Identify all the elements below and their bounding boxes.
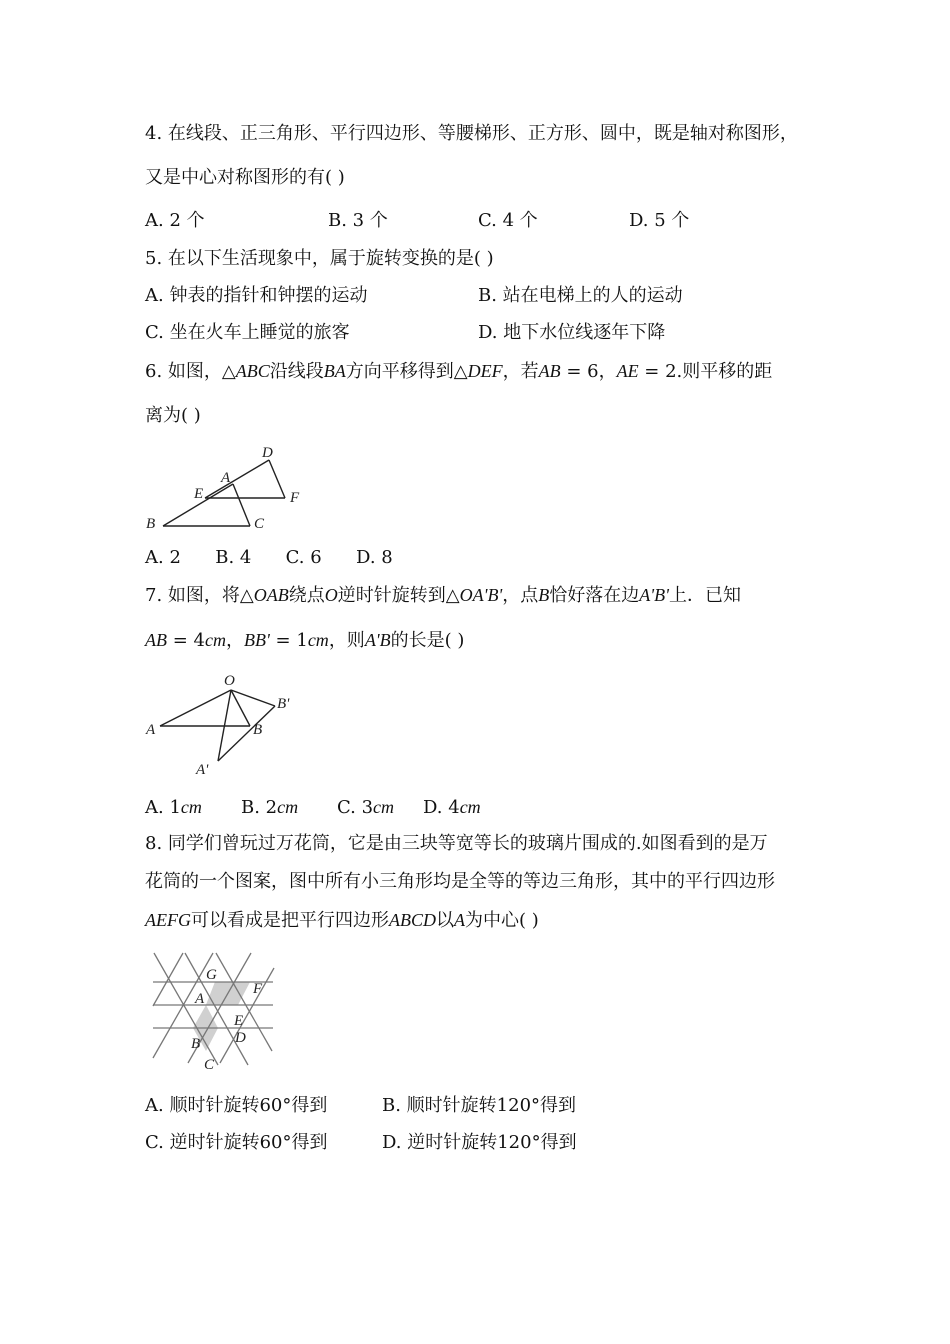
q6-label-d: D — [262, 445, 273, 461]
q7-text: 上．已知 — [669, 585, 741, 606]
q7-math-oab: OAB — [253, 585, 289, 605]
q8-stem-line3 — [145, 908, 539, 933]
q6-stem-line1 — [145, 359, 772, 384]
q6-label-a: A — [221, 470, 231, 486]
q8-label-c: C — [204, 1057, 215, 1073]
q5-option-b: B. 站在电梯上的人的运动 — [478, 285, 683, 306]
q6-math-ab: AB — [538, 361, 561, 381]
q4-option-c: C. 4 个 — [478, 210, 538, 231]
q6-text: ，若 — [502, 361, 539, 382]
q7-figure — [140, 668, 310, 783]
q8-label-e: E — [234, 1013, 244, 1029]
q6-text: 沿线段 — [269, 361, 324, 382]
q5-option-c: C. 坐在火车上睡觉的旅客 — [145, 322, 350, 343]
q7-math-oab-prime: OA'B' — [459, 585, 503, 605]
q8-label-a: A — [195, 991, 205, 1007]
q5-stem: 5. 在以下生活现象中，属于旋转变换的是( ) — [145, 248, 494, 269]
q7-text: = 1 — [269, 630, 308, 651]
q7-stem-line1 — [145, 583, 741, 608]
q7-label-a: A — [146, 722, 156, 738]
q6-text: = 2.则平移的距 — [638, 361, 773, 382]
q7-math-bb: BB' — [243, 630, 270, 650]
q8-text: 以 — [435, 910, 454, 931]
q7-option-d — [423, 795, 481, 820]
q6-text: = 6， — [560, 361, 617, 382]
q6-math-abc: ABC — [235, 361, 270, 381]
q6-stem-line2: 离为( ) — [145, 405, 201, 426]
q8-label-d: D — [235, 1030, 246, 1046]
q7-option-c-value: C. 3 — [337, 797, 374, 818]
q4-option-b: B. 3 个 — [328, 210, 388, 231]
q8-stem-line1: 8. 同学们曾玩过万花筒，它是由三块等宽等长的玻璃片围成的.如图看到的是万 — [145, 833, 768, 854]
q7-text: 7. 如图，将△ — [145, 585, 254, 606]
q7-text: = 4 — [167, 630, 205, 651]
q7-text: 恰好落在边 — [549, 585, 640, 606]
q6-figure — [140, 440, 320, 540]
q5-option-d: D. 地下水位线逐年下降 — [478, 322, 666, 343]
q7-option-unit: cm — [459, 797, 481, 817]
q4-stem-line2: 又是中心对称图形的有( ) — [145, 167, 345, 188]
q7-math-o: O — [324, 585, 338, 605]
q6-label-c: C — [254, 516, 265, 532]
q7-label-o: O — [224, 673, 235, 689]
q6-options: A. 2 B. 4 C. 6 D. 8 — [145, 547, 393, 568]
q4-option-a: A. 2 个 — [145, 210, 205, 231]
q7-option-a-value: A. 1 — [145, 797, 181, 818]
q7-text: ，点 — [502, 585, 539, 606]
q8-option-a: A. 顺时针旋转60°得到 — [145, 1095, 328, 1116]
q7-text: ，则 — [328, 630, 365, 651]
q7-option-unit: cm — [180, 797, 202, 817]
q8-label-b: B — [191, 1036, 201, 1052]
q6-math-ae: AE — [616, 361, 639, 381]
q8-stem-line2: 花筒的一个图案，图中所有小三角形均是全等的等边三角形，其中的平行四边形 — [145, 871, 775, 892]
q7-text: 绕点 — [288, 585, 325, 606]
q8-math-abcd: ABCD — [388, 910, 436, 930]
q4-option-d: D. 5 个 — [629, 210, 690, 231]
q7-text: ， — [225, 630, 244, 651]
q7-option-b-value: B. 2 — [241, 797, 278, 818]
q7-math-ab-prime: A'B' — [639, 585, 669, 605]
q7-label-b: B — [253, 722, 263, 738]
q7-option-d-value: D. 4 — [423, 797, 460, 818]
q7-text: 逆时针旋转到△ — [337, 585, 460, 606]
q7-math-b: B — [538, 585, 550, 605]
q7-option-c — [337, 795, 394, 820]
q7-option-a — [145, 795, 202, 820]
q7-label-a-prime: A' — [196, 762, 209, 778]
q7-option-unit: cm — [277, 797, 299, 817]
q8-option-b: B. 顺时针旋转120°得到 — [382, 1095, 577, 1116]
q8-option-d: D. 逆时针旋转120°得到 — [382, 1132, 577, 1153]
q6-label-b: B — [146, 516, 156, 532]
q7-math-cm: cm — [307, 630, 329, 650]
q8-kaleidoscope-figure — [148, 948, 278, 1073]
q7-math-ab: AB — [145, 630, 167, 650]
q8-math-a: A — [453, 910, 465, 930]
q8-text: 可以看成是把平行四边形 — [190, 910, 389, 931]
q6-text: 方向平移得到△ — [345, 361, 468, 382]
q5-option-a: A. 钟表的指针和钟摆的运动 — [145, 285, 368, 306]
q6-label-f: F — [290, 490, 300, 506]
q6-label-e: E — [194, 486, 204, 502]
q7-option-b — [241, 795, 298, 820]
q7-text: 的长是( ) — [390, 630, 465, 651]
q7-option-unit: cm — [373, 797, 395, 817]
q4-stem-line1: 4. 在线段、正三角形、平行四边形、等腰梯形、正方形、圆中，既是轴对称图形， — [145, 123, 798, 144]
q6-text: 6. 如图，△ — [145, 361, 236, 382]
q8-option-c: C. 逆时针旋转60°得到 — [145, 1132, 328, 1153]
q7-math-a-prime-b: A'B — [364, 630, 391, 650]
q8-label-g: G — [206, 967, 217, 983]
q8-text: 为中心( ) — [464, 910, 539, 931]
q7-math-cm: cm — [204, 630, 226, 650]
q6-math-def: DEF — [467, 361, 503, 381]
q6-math-ba: BA — [323, 361, 346, 381]
q7-stem-line2 — [145, 628, 464, 653]
q7-label-b-prime: B' — [277, 696, 290, 712]
q8-math-aefg: AEFG — [145, 910, 191, 930]
q8-label-f: F — [253, 981, 263, 997]
